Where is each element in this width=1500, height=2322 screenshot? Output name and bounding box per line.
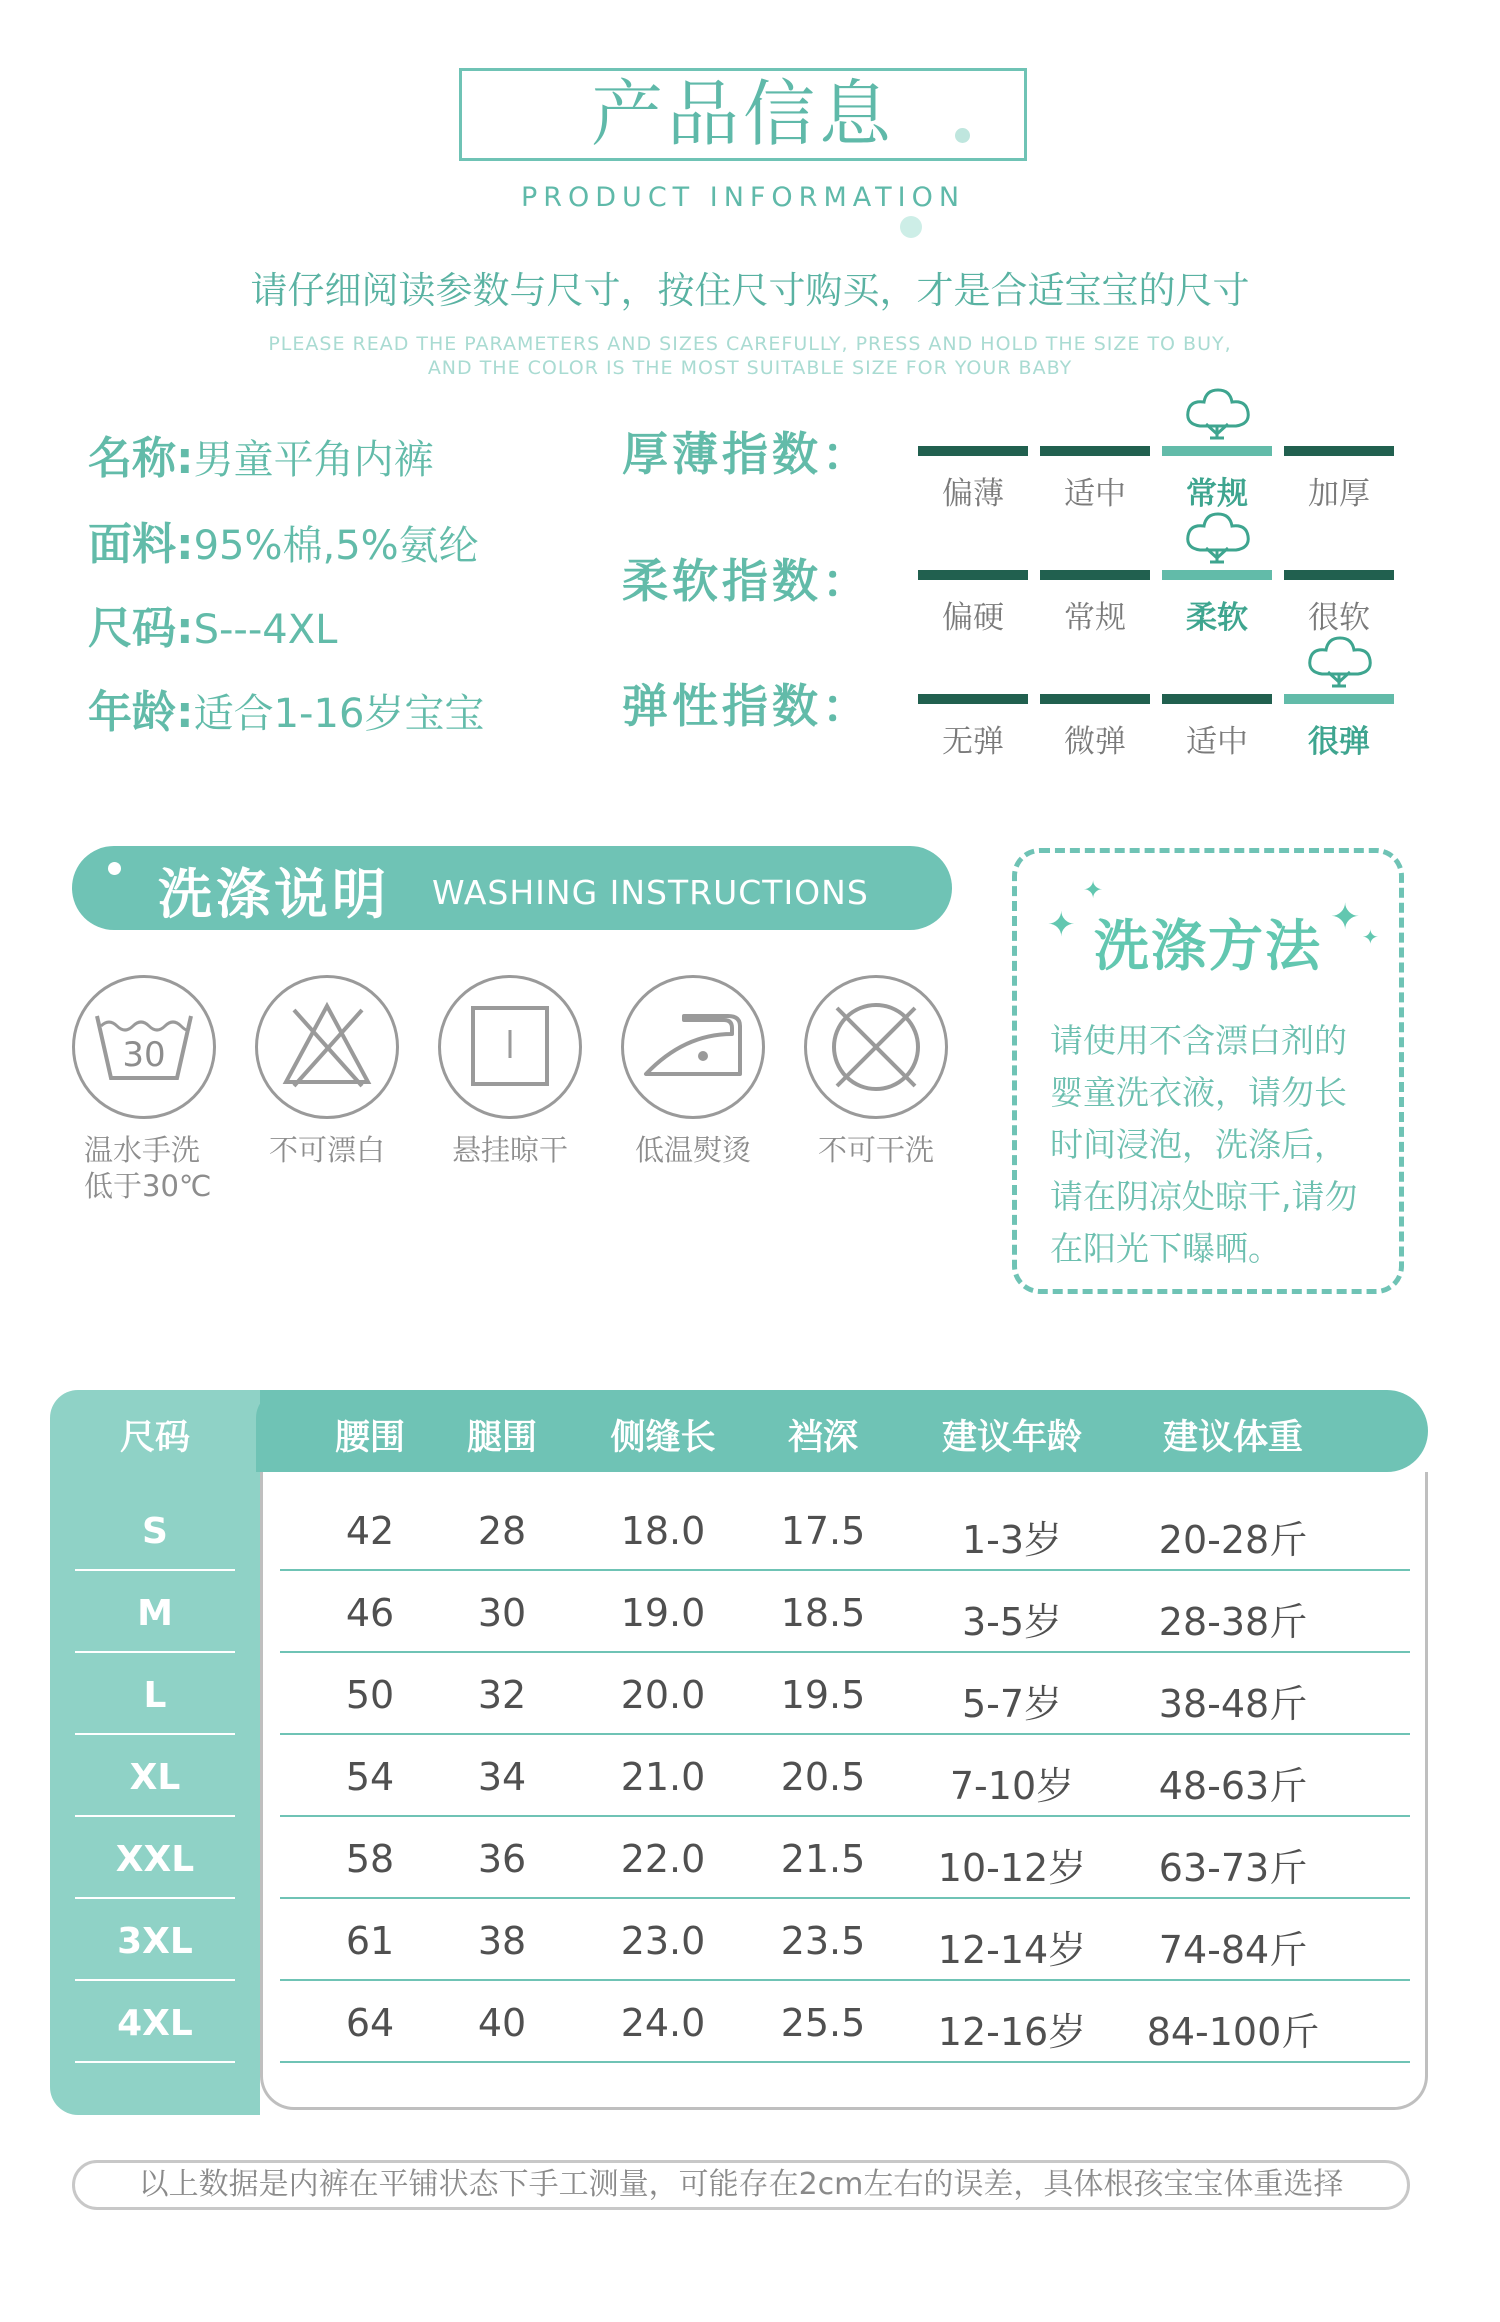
index-bar xyxy=(1040,570,1150,580)
table-cell: 18.5 xyxy=(780,1591,866,1635)
softness-index-label: 柔软指数： xyxy=(622,554,872,608)
table-cell: 18.0 xyxy=(620,1509,706,1553)
product-name xyxy=(88,422,434,486)
table-cell: 38 xyxy=(477,1919,527,1963)
index-bar xyxy=(918,446,1028,456)
table-cell: 21.5 xyxy=(780,1837,866,1881)
table-cell: 61 xyxy=(345,1919,395,1963)
table-header-cell: 建议体重 xyxy=(1162,1418,1303,1458)
table-header-cell: 裆深 xyxy=(787,1418,858,1458)
size-label: M xyxy=(75,1575,235,1653)
index-bar xyxy=(1284,446,1394,456)
table-cell: 54 xyxy=(345,1755,395,1799)
row-divider xyxy=(280,1897,1410,1899)
row-divider xyxy=(280,1651,1410,1653)
cotton-icon xyxy=(1182,388,1252,444)
table-header-cell: 建议年龄 xyxy=(941,1418,1082,1458)
notice-en-line: PLEASE READ THE PARAMETERS AND SIZES CAREFULLY, PRESS AND HOLD THE SIZE TO BUY, xyxy=(268,333,1232,355)
table-cell: 5-7岁 xyxy=(961,1682,1063,1726)
hand-wash-caption xyxy=(54,1132,264,1204)
table-cell: 10-12岁 xyxy=(937,1846,1087,1890)
no-dry-clean-icon xyxy=(804,975,948,1119)
table-cell: 50 xyxy=(345,1673,395,1717)
index-bar xyxy=(918,570,1028,580)
product-fabric xyxy=(88,508,479,572)
sparkle-icon: ✦ xyxy=(1362,925,1379,949)
table-header-cell: 侧缝长 xyxy=(610,1418,716,1458)
table-cell: 25.5 xyxy=(780,2001,866,2045)
method-line: 请在阴凉处晾干,请勿 xyxy=(1050,1177,1358,1216)
hand-wash-30-icon xyxy=(72,975,216,1119)
method-line: 婴童洗衣液，请勿长 xyxy=(1050,1073,1347,1112)
row-divider xyxy=(280,1733,1410,1735)
low-iron-caption: 低温熨烫 xyxy=(634,1133,751,1167)
size-label: XL xyxy=(75,1739,235,1817)
index-option: 适中 xyxy=(1186,724,1248,760)
index-bar xyxy=(1162,694,1272,704)
table-cell: 12-14岁 xyxy=(937,1928,1087,1972)
table-cell: 24.0 xyxy=(620,2001,706,2045)
index-bar xyxy=(1284,570,1394,580)
no-bleach-caption: 不可漂白 xyxy=(268,1133,385,1167)
row-divider xyxy=(280,1979,1410,1981)
elasticity-index-label: 弹性指数： xyxy=(622,679,872,733)
table-cell: 64 xyxy=(345,2001,395,2045)
index-option: 微弹 xyxy=(1064,724,1126,760)
index-option: 很软 xyxy=(1308,600,1370,636)
product-name-key: 名称: xyxy=(88,433,194,484)
size-label: 4XL xyxy=(75,1985,235,2063)
product-fabric-key: 面料: xyxy=(88,519,194,570)
index-option: 偏硬 xyxy=(942,600,1004,636)
product-name-value: 男童平角内裤 xyxy=(193,437,434,483)
hang-dry-icon xyxy=(438,975,582,1119)
table-cell: 19.5 xyxy=(780,1673,866,1717)
table-cell: 22.0 xyxy=(620,1837,706,1881)
washing-method-title: 洗涤方法 xyxy=(1093,914,1322,978)
table-cell: 20.5 xyxy=(780,1755,866,1799)
product-fabric-value: 95%棉,5%氨纶 xyxy=(193,523,479,569)
table-cell: 21.0 xyxy=(620,1755,706,1799)
size-label: S xyxy=(75,1493,235,1571)
table-cell: 20.0 xyxy=(620,1673,706,1717)
sparkle-icon: ✦ xyxy=(1047,905,1076,945)
method-line: 请使用不含漂白剂的 xyxy=(1050,1021,1347,1060)
caption-line: 温水手洗 xyxy=(84,1133,201,1167)
decor-dot xyxy=(108,862,121,875)
sparkle-icon: ✦ xyxy=(1330,897,1361,938)
hang-dry-caption: 悬挂晾干 xyxy=(451,1133,568,1167)
washing-method-text xyxy=(1050,1015,1380,1275)
table-cell: 32 xyxy=(477,1673,527,1717)
row-divider xyxy=(280,1569,1410,1571)
notice-cn: 请仔细阅读参数与尺寸，按住尺寸购买，才是合适宝宝的尺寸 xyxy=(250,269,1250,312)
decor-dot xyxy=(900,216,922,238)
caption-line: 低于30℃ xyxy=(84,1169,212,1203)
index-option: 无弹 xyxy=(942,724,1004,760)
table-cell: 40 xyxy=(477,2001,527,2045)
thickness-index-label: 厚薄指数： xyxy=(622,427,872,481)
table-cell: 3-5岁 xyxy=(961,1600,1063,1644)
table-cell: 30 xyxy=(477,1591,527,1635)
index-bar xyxy=(1040,446,1150,456)
index-option: 很弹 xyxy=(1308,724,1370,760)
method-line: 在阳光下曝晒。 xyxy=(1050,1229,1281,1268)
product-age xyxy=(88,676,484,740)
table-cell: 34 xyxy=(477,1755,527,1799)
product-size xyxy=(88,592,337,656)
cotton-icon xyxy=(1182,512,1252,568)
table-cell: 48-63斤 xyxy=(1158,1764,1308,1808)
product-size-value: S---4XL xyxy=(193,607,338,653)
table-header-cell: 腰围 xyxy=(334,1418,405,1458)
washing-title-en: WASHING INSTRUCTIONS xyxy=(432,873,869,912)
table-cell: 28 xyxy=(477,1509,527,1553)
measurement-note: 以上数据是内裤在平铺状态下手工测量，可能存在2cm左右的误差，具体根孩宝宝体重选择 xyxy=(72,2160,1410,2210)
table-cell: 46 xyxy=(345,1591,395,1635)
table-cell: 36 xyxy=(477,1837,527,1881)
header-size: 尺码 xyxy=(119,1418,190,1458)
index-option: 加厚 xyxy=(1308,476,1370,512)
table-cell: 19.0 xyxy=(620,1591,706,1635)
page-subtitle: PRODUCT INFORMATION xyxy=(520,182,966,213)
low-iron-icon xyxy=(621,975,765,1119)
notice-en xyxy=(150,332,1350,380)
table-cell: 84-100斤 xyxy=(1146,2010,1320,2054)
hand-wash-temp: 30 xyxy=(122,1035,166,1075)
notice-en-line: AND THE COLOR IS THE MOST SUITABLE SIZE FOR YOUR BABY xyxy=(427,357,1073,379)
index-option: 常规 xyxy=(1186,476,1248,512)
index-option: 柔软 xyxy=(1186,600,1248,636)
table-cell: 63-73斤 xyxy=(1158,1846,1308,1890)
no-dry-clean-caption: 不可干洗 xyxy=(817,1133,934,1167)
table-cell: 28-38斤 xyxy=(1158,1600,1308,1644)
table-cell: 23.5 xyxy=(780,1919,866,1963)
page-title: 产品信息 xyxy=(590,72,895,156)
row-divider xyxy=(280,1815,1410,1817)
index-bar xyxy=(1162,446,1272,456)
index-bar xyxy=(1162,570,1272,580)
product-age-key: 年龄: xyxy=(88,687,194,738)
table-cell: 74-84斤 xyxy=(1158,1928,1308,1972)
table-cell: 23.0 xyxy=(620,1919,706,1963)
index-option: 常规 xyxy=(1064,600,1126,636)
table-cell: 58 xyxy=(345,1837,395,1881)
row-divider xyxy=(280,2061,1410,2063)
size-label: L xyxy=(75,1657,235,1735)
index-bar xyxy=(1284,694,1394,704)
index-bar xyxy=(1040,694,1150,704)
washing-title: 洗涤说明 xyxy=(158,863,390,926)
index-option: 适中 xyxy=(1064,476,1126,512)
table-cell: 17.5 xyxy=(780,1509,866,1553)
product-size-key: 尺码: xyxy=(88,603,194,654)
table-cell: 42 xyxy=(345,1509,395,1553)
size-label: XXL xyxy=(75,1821,235,1899)
table-cell: 12-16岁 xyxy=(937,2010,1087,2054)
method-line: 时间浸泡，洗涤后， xyxy=(1050,1125,1347,1164)
sparkle-icon: ✦ xyxy=(1083,876,1104,904)
no-bleach-icon xyxy=(255,975,399,1119)
decor-dot xyxy=(955,128,970,143)
table-header-cell: 腿围 xyxy=(466,1418,537,1458)
index-option: 偏薄 xyxy=(942,476,1004,512)
table-cell: 7-10岁 xyxy=(949,1764,1075,1808)
product-age-value: 适合1-16岁宝宝 xyxy=(193,691,485,737)
table-cell: 1-3岁 xyxy=(961,1518,1063,1562)
index-bar xyxy=(918,694,1028,704)
table-cell: 38-48斤 xyxy=(1158,1682,1308,1726)
table-cell: 20-28斤 xyxy=(1158,1518,1308,1562)
size-label: 3XL xyxy=(75,1903,235,1981)
cotton-icon xyxy=(1304,636,1374,692)
